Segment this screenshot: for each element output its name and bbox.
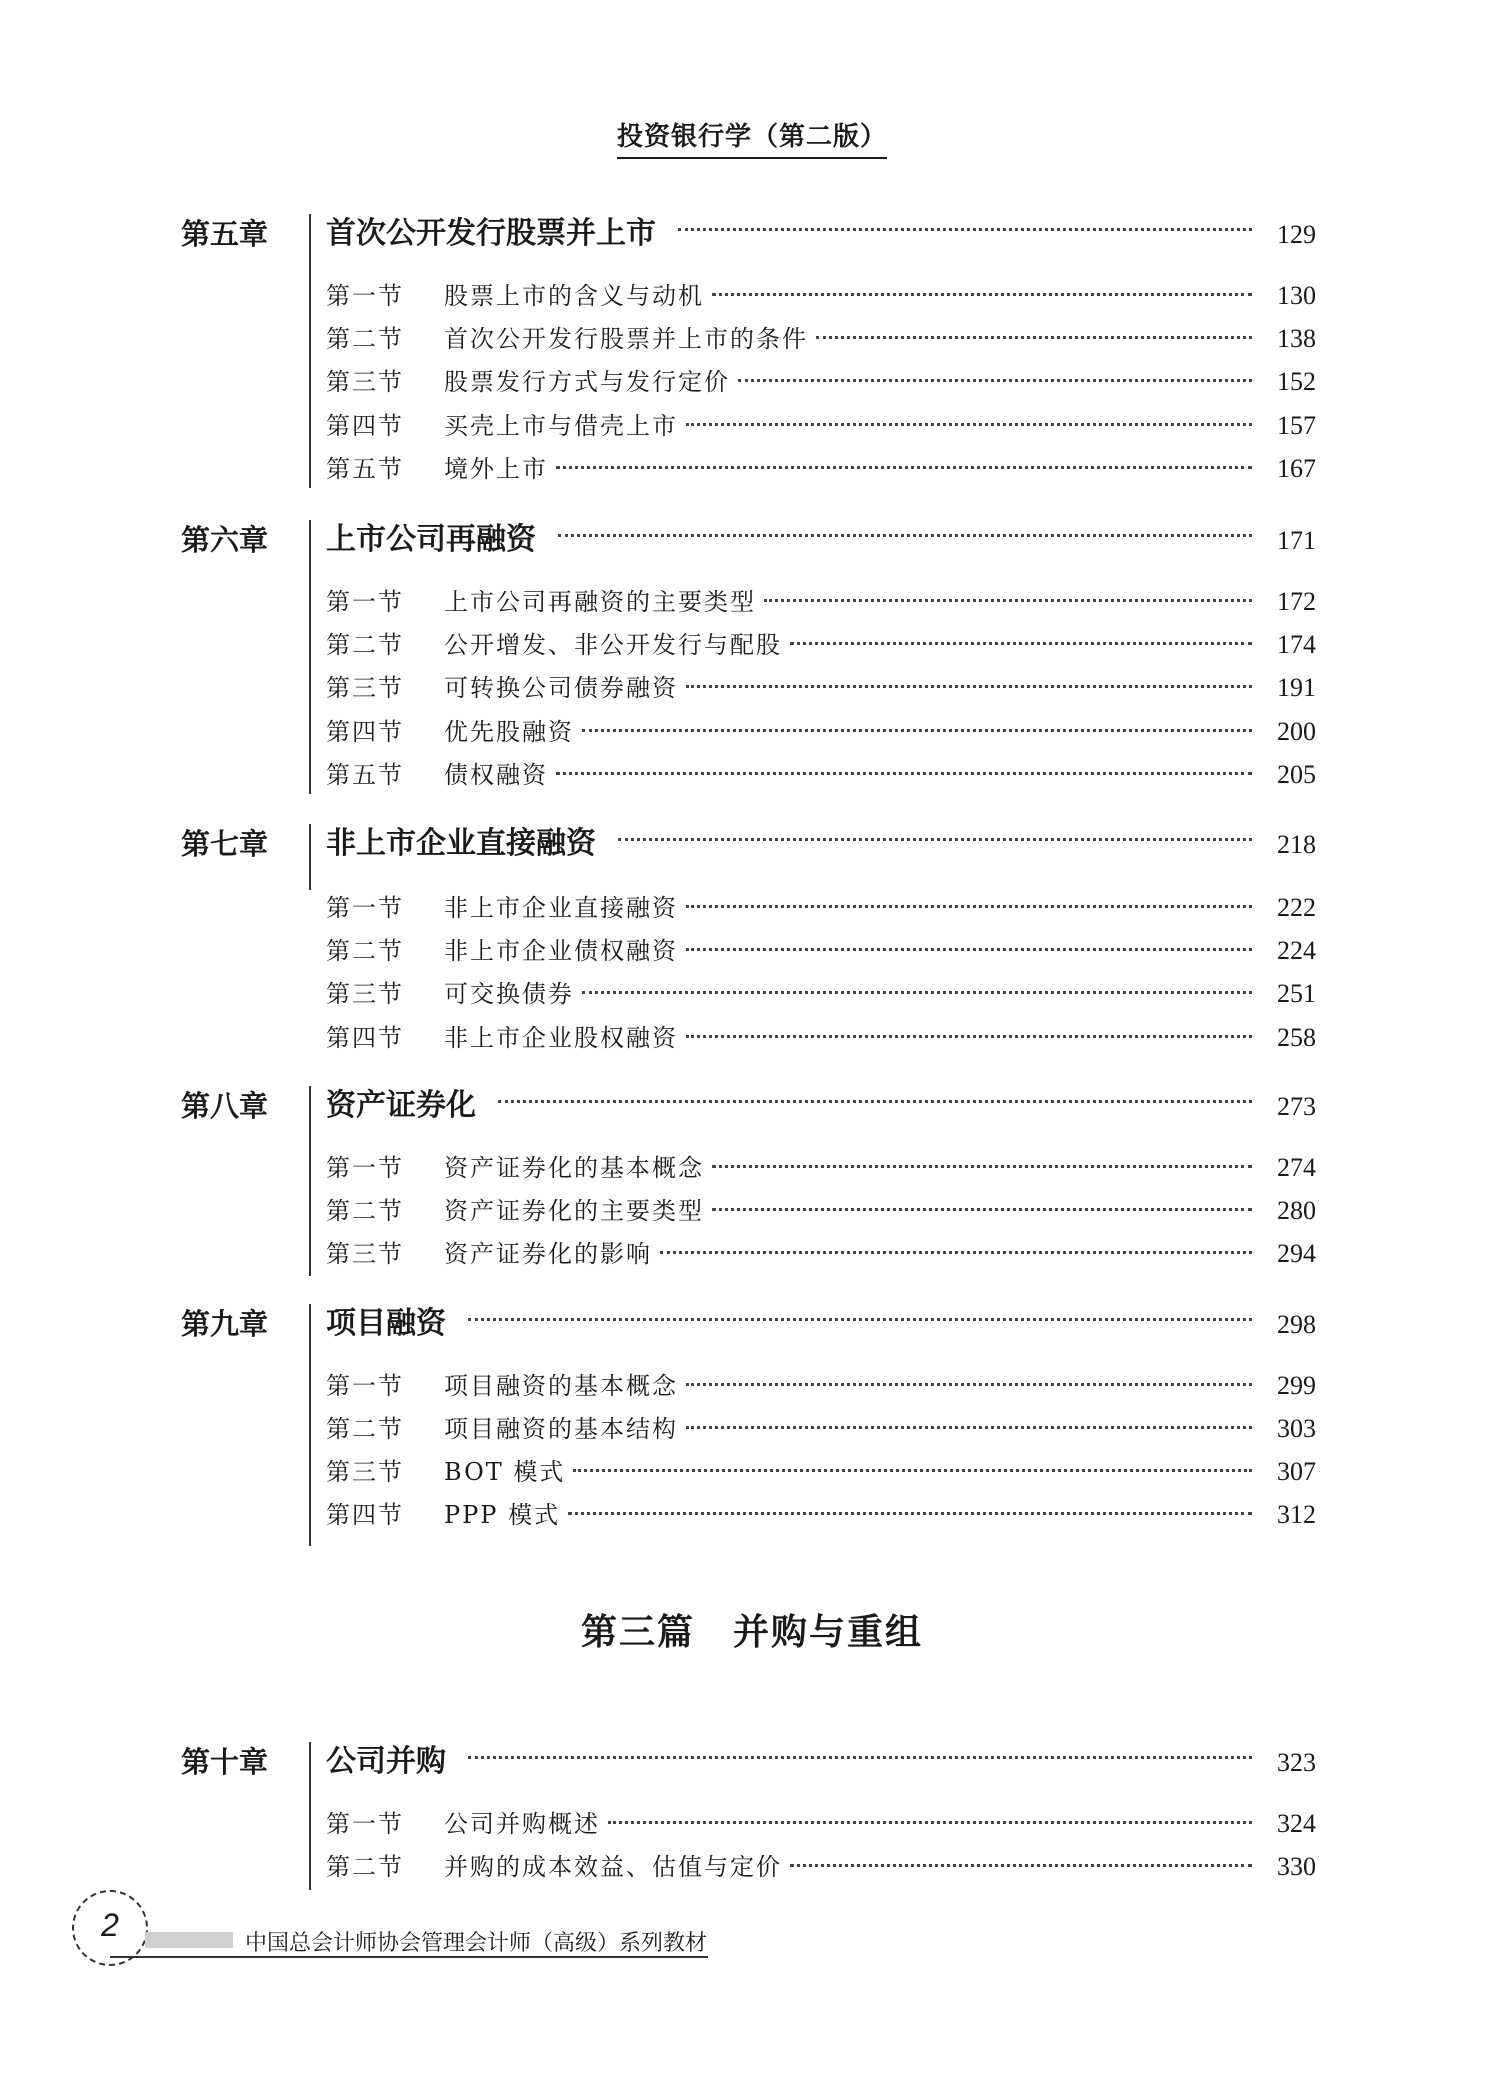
footer-page-number: 2 — [101, 1907, 119, 1943]
chapter-rule — [309, 1086, 311, 1276]
leader-dots — [790, 642, 1252, 645]
section-title: 境外上市 — [444, 455, 548, 483]
section-number: 第二节 — [326, 1853, 404, 1881]
leader-dots — [686, 1383, 1252, 1386]
chapter-label: 第五章 — [181, 217, 269, 251]
leader-dots — [686, 1426, 1252, 1429]
leader-dots — [686, 1035, 1252, 1038]
section-title: 资产证券化的影响 — [444, 1240, 652, 1268]
section-number: 第二节 — [326, 1197, 404, 1225]
section-title: 买壳上市与借壳上市 — [444, 412, 678, 440]
section-number: 第一节 — [326, 1810, 404, 1838]
leader-dots — [712, 293, 1252, 296]
toc-entry-section[interactable] — [326, 1193, 1316, 1229]
section-number: 第一节 — [326, 282, 404, 310]
section-title: 公司并购概述 — [444, 1810, 600, 1838]
page-number: 251 — [1277, 979, 1316, 1008]
footer-series-title: 中国总会计师协会管理会计师（高级）系列教材 — [245, 1931, 708, 1956]
section-title: 资产证券化的主要类型 — [444, 1197, 704, 1225]
page-number: 303 — [1277, 1414, 1316, 1443]
section-number: 第四节 — [326, 412, 404, 440]
toc-entry-section[interactable] — [326, 1020, 1316, 1056]
leader-dots — [686, 905, 1252, 908]
section-number: 第三节 — [326, 674, 404, 702]
chapter-label: 第九章 — [181, 1307, 269, 1341]
page-number: 167 — [1277, 454, 1316, 483]
toc-entry-section[interactable] — [326, 451, 1316, 487]
page-number: 298 — [1277, 1310, 1316, 1339]
toc-entry-chapter[interactable] — [326, 1086, 1316, 1126]
leader-dots — [556, 466, 1252, 469]
leader-dots — [686, 948, 1252, 951]
page-number: 218 — [1277, 830, 1316, 859]
leader-dots — [568, 1512, 1252, 1515]
chapter-label: 第六章 — [181, 523, 269, 557]
leader-dots — [790, 1864, 1252, 1867]
toc-entry-section[interactable] — [326, 1849, 1316, 1885]
section-number: 第五节 — [326, 455, 404, 483]
chapter-rule — [309, 1304, 311, 1546]
section-title: 并购的成本效益、估值与定价 — [444, 1853, 782, 1881]
footer-rule — [110, 1956, 708, 1958]
leader-dots — [738, 379, 1252, 382]
leader-dots — [686, 423, 1252, 426]
toc-entry-section[interactable] — [326, 321, 1316, 357]
toc-entry-chapter[interactable] — [326, 214, 1316, 254]
leader-dots — [498, 1100, 1252, 1103]
page-number: 138 — [1277, 324, 1316, 353]
section-title: 可转换公司债券融资 — [444, 674, 678, 702]
section-number: 第三节 — [326, 980, 404, 1008]
toc-entry-section[interactable] — [326, 976, 1316, 1012]
page-number: 273 — [1277, 1092, 1316, 1121]
toc-entry-section[interactable] — [326, 1497, 1316, 1533]
section-number: 第三节 — [326, 368, 404, 396]
page-number: 130 — [1277, 281, 1316, 310]
chapter-label: 第七章 — [181, 827, 269, 861]
section-number: 第一节 — [326, 588, 404, 616]
section-number: 第三节 — [326, 1240, 404, 1268]
section-number: 第四节 — [326, 1501, 404, 1529]
toc-entry-section[interactable] — [326, 670, 1316, 706]
toc-entry-section[interactable] — [326, 408, 1316, 444]
page-number: 330 — [1277, 1852, 1316, 1881]
page-number: 152 — [1277, 367, 1316, 396]
book-title: 投资银行学（第二版） — [617, 116, 887, 159]
leader-dots — [712, 1165, 1252, 1168]
section-number: 第二节 — [326, 631, 404, 659]
section-title: 首次公开发行股票并上市的条件 — [444, 325, 808, 353]
page-number: 157 — [1277, 411, 1316, 440]
section-title: 股票上市的含义与动机 — [444, 282, 704, 310]
toc-entry-section[interactable] — [326, 1236, 1316, 1272]
section-title: 项目融资的基本结构 — [444, 1415, 678, 1443]
leader-dots — [660, 1251, 1252, 1254]
chapter-title: 非上市企业直接融资 — [326, 826, 596, 861]
toc-entry-section[interactable] — [326, 278, 1316, 314]
page-number: 307 — [1277, 1457, 1316, 1486]
toc-entry-section[interactable] — [326, 1411, 1316, 1447]
chapter-title: 首次公开发行股票并上市 — [326, 216, 656, 251]
toc-entry-section[interactable] — [326, 1806, 1316, 1842]
page-number: 171 — [1277, 526, 1316, 555]
toc-entry-section[interactable] — [326, 757, 1316, 793]
page-number: 312 — [1277, 1500, 1316, 1529]
leader-dots — [712, 1208, 1252, 1211]
chapter-title: 项目融资 — [326, 1306, 446, 1341]
leader-dots — [618, 838, 1252, 841]
section-number: 第二节 — [326, 325, 404, 353]
toc-entry-section[interactable] — [326, 714, 1316, 750]
leader-dots — [556, 772, 1252, 775]
leader-dots — [468, 1318, 1252, 1321]
chapter-title: 公司并购 — [326, 1744, 446, 1779]
section-title: 非上市企业直接融资 — [444, 894, 678, 922]
toc-entry-chapter[interactable] — [326, 520, 1316, 560]
section-title: 项目融资的基本概念 — [444, 1372, 678, 1400]
page-number: 299 — [1277, 1371, 1316, 1400]
section-title: BOT 模式 — [444, 1458, 566, 1486]
toc-entry-chapter[interactable] — [326, 1742, 1316, 1782]
leader-dots — [558, 534, 1252, 537]
chapter-rule — [309, 824, 311, 890]
page-number: 258 — [1277, 1023, 1316, 1052]
page-number: 294 — [1277, 1239, 1316, 1268]
chapter-rule — [309, 520, 311, 794]
section-number: 第一节 — [326, 1154, 404, 1182]
chapter-label: 第八章 — [181, 1089, 269, 1123]
toc-entry-chapter[interactable] — [326, 1304, 1316, 1344]
section-number: 第二节 — [326, 1415, 404, 1443]
section-number: 第一节 — [326, 894, 404, 922]
chapter-title: 资产证券化 — [326, 1088, 476, 1123]
section-number: 第四节 — [326, 718, 404, 746]
page-number: 323 — [1277, 1748, 1316, 1777]
chapter-label: 第十章 — [181, 1745, 269, 1779]
toc-entry-section[interactable] — [326, 1454, 1316, 1490]
page-number: 280 — [1277, 1196, 1316, 1225]
page-number: 200 — [1277, 717, 1316, 746]
section-title: 优先股融资 — [444, 718, 574, 746]
leader-dots — [582, 729, 1252, 732]
toc-entry-section[interactable] — [326, 890, 1316, 926]
leader-dots — [764, 599, 1252, 602]
chapter-rule — [309, 214, 311, 488]
leader-dots — [582, 991, 1252, 994]
section-number: 第五节 — [326, 761, 404, 789]
toc-entry-section[interactable] — [326, 1150, 1316, 1186]
running-header — [0, 116, 1504, 159]
toc-entry-section[interactable] — [326, 584, 1316, 620]
leader-dots — [608, 1821, 1252, 1824]
section-title: 股票发行方式与发行定价 — [444, 368, 730, 396]
toc-entry-section[interactable] — [326, 364, 1316, 400]
leader-dots — [573, 1469, 1252, 1472]
page-number: 222 — [1277, 893, 1316, 922]
chapter-title: 上市公司再融资 — [326, 522, 536, 557]
section-title: 非上市企业股权融资 — [444, 1024, 678, 1052]
leader-dots — [678, 228, 1252, 231]
page-number: 224 — [1277, 936, 1316, 965]
part-heading: 第三篇 并购与重组 — [580, 1611, 923, 1653]
leader-dots — [686, 685, 1252, 688]
section-number: 第四节 — [326, 1024, 404, 1052]
page-number: 205 — [1277, 760, 1316, 789]
page-number: 274 — [1277, 1153, 1316, 1182]
section-title: PPP 模式 — [444, 1501, 561, 1529]
page-number: 129 — [1277, 220, 1316, 249]
page-number: 174 — [1277, 630, 1316, 659]
toc-entry-section[interactable] — [326, 1368, 1316, 1404]
section-title: 资产证券化的基本概念 — [444, 1154, 704, 1182]
section-title: 非上市企业债权融资 — [444, 937, 678, 965]
toc-entry-section[interactable] — [326, 627, 1316, 663]
chapter-rule — [309, 1742, 311, 1890]
footer-decoration-bar — [145, 1932, 233, 1948]
leader-dots — [816, 336, 1252, 339]
page-number: 172 — [1277, 587, 1316, 616]
toc-entry-chapter[interactable] — [326, 824, 1316, 864]
toc-entry-section[interactable] — [326, 933, 1316, 969]
page-number: 324 — [1277, 1809, 1316, 1838]
section-title: 公开增发、非公开发行与配股 — [444, 631, 782, 659]
section-number: 第三节 — [326, 1458, 404, 1486]
section-number: 第二节 — [326, 937, 404, 965]
section-title: 债权融资 — [444, 761, 548, 789]
section-title: 可交换债券 — [444, 980, 574, 1008]
section-number: 第一节 — [326, 1372, 404, 1400]
section-title: 上市公司再融资的主要类型 — [444, 588, 756, 616]
leader-dots — [468, 1756, 1252, 1759]
page-number: 191 — [1277, 673, 1316, 702]
